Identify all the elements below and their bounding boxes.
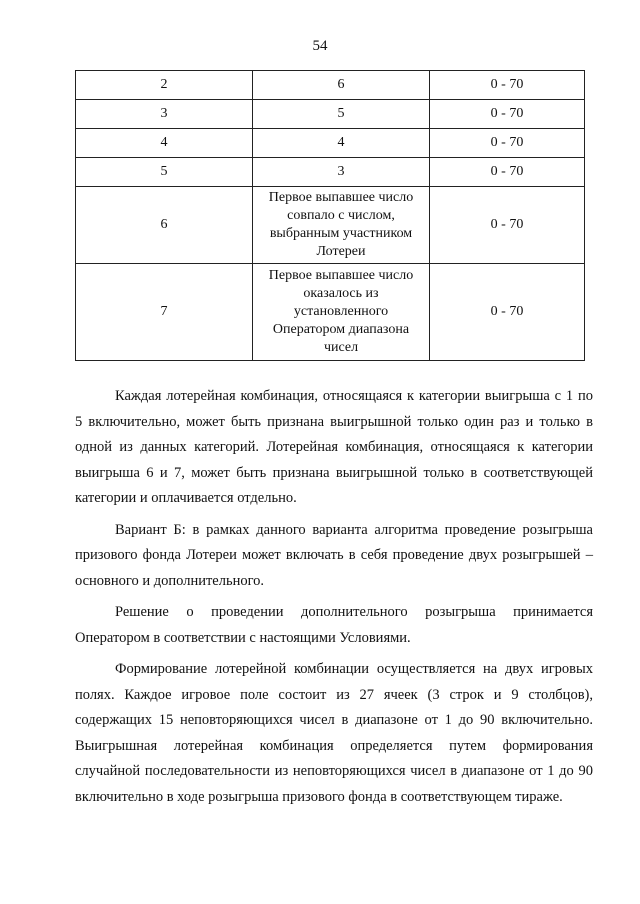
range-cell: 0 - 70: [430, 158, 585, 187]
table-row: [76, 158, 585, 187]
category-cell: 7: [76, 264, 253, 361]
paragraph: Вариант Б: в рамках данного варианта алгоритма проведение розыгрыша призового фонда Лотереи может включать в себя проведение двух розыгрышей – основного и дополнительного.: [75, 521, 593, 589]
range-cell: 0 - 70: [430, 129, 585, 158]
table-row: [76, 187, 585, 264]
paragraph: Формирование лотерейной комбинации осуществляется на двух игровых полях. Каждое игровое поле состоит из 27 ячеек (3 строк и 9 столбцов), содержащих 15 неповторяющихся чисел в диапазоне от 1 до 90 включительно. Выигрышная лотерейная комбинация определяется путем формирования случайной последовательности из неповторяющихся чисел в диапазоне от 1 до 90 включительно в ходе розыгрыша призового фонда в соответствующем тираже.: [75, 661, 593, 805]
category-cell: 3: [76, 100, 253, 129]
category-cell: 2: [76, 71, 253, 100]
category-cell: 4: [76, 129, 253, 158]
matches-cell: 3: [253, 158, 430, 187]
matches-cell: 4: [253, 129, 430, 158]
table-row: [76, 129, 585, 158]
range-cell: 0 - 70: [430, 100, 585, 129]
table-row: [76, 264, 585, 361]
category-cell: 6: [76, 187, 253, 264]
prize-category-table: [75, 70, 585, 361]
matches-cell: Первое выпавшее число оказалось из установленного Оператором диапазона чисел: [253, 264, 430, 361]
matches-cell: 5: [253, 100, 430, 129]
paragraph: Каждая лотерейная комбинация, относящаяся к категории выигрыша с 1 по 5 включительно, может быть признана выигрышной только один раз и только в одной из данных категорий. Лотерейная комбинация, относящаяся к категории выигрыша 6 и 7, может быть признана выигрышной только в соответствующей категории и оплачивается отдельно.: [75, 388, 593, 506]
range-cell: 0 - 70: [430, 264, 585, 361]
range-cell: 0 - 70: [430, 187, 585, 264]
matches-cell: Первое выпавшее число совпало с числом, выбранным участником Лотереи: [253, 187, 430, 264]
matches-cell: 6: [253, 71, 430, 100]
page-number: 54: [312, 38, 328, 54]
table-row: [76, 100, 585, 129]
category-cell: 5: [76, 158, 253, 187]
paragraph: Решение о проведении дополнительного розыгрыша принимается Оператором в соответствии с настоящими Условиями.: [75, 604, 593, 646]
table-row: [76, 71, 585, 100]
range-cell: 0 - 70: [430, 71, 585, 100]
body-text: [75, 384, 593, 816]
